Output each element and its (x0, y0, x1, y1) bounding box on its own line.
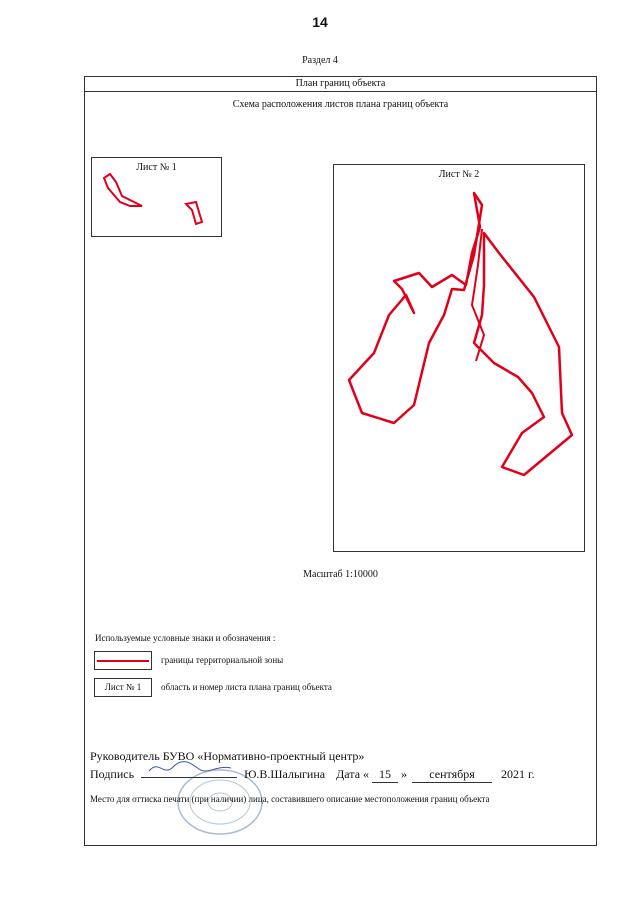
sheet-2-shape-main (349, 193, 482, 423)
plan-frame (84, 76, 597, 846)
plan-title: План границ объекта (85, 77, 596, 92)
signature-field (141, 765, 237, 778)
legend-boundary-symbol (94, 651, 152, 670)
section-title: Раздел 4 (302, 55, 338, 66)
date-label: Дата « (336, 767, 370, 781)
sheet-2-shape-east (474, 233, 572, 475)
handwritten-signature-icon (141, 759, 237, 777)
legend-title: Используемые условные знаки и обозначения : (95, 633, 276, 643)
sheet-1-box (91, 157, 222, 237)
sheet-2-label: Лист № 2 (438, 169, 480, 180)
red-boundary-line-icon (97, 660, 149, 662)
date-day: 15 (372, 767, 398, 783)
signer-name: Ю.В.Шалыгина (244, 767, 326, 781)
page-number: 14 (312, 14, 328, 30)
date-year: 2021 г. (501, 767, 535, 781)
scale-label: Масштаб 1:10000 (303, 569, 378, 580)
date-mid: » (401, 767, 408, 781)
sheet-1-label: Лист № 1 (136, 162, 177, 173)
sign-label: Подпись (90, 767, 135, 781)
stamp-note: Место для оттиска печати (при наличии) лица, составившего описание местоположения границ объекта (90, 794, 490, 804)
scheme-title: Схема расположения листов плана границ объекта (232, 99, 449, 110)
date-month: сентября (412, 767, 492, 783)
signature-head-line: Руководитель БУВО «Нормативно-проектный центр» (90, 749, 365, 763)
sheet-1-shape-b (186, 202, 202, 224)
sheet-2-boundary-shapes (334, 165, 586, 553)
legend-boundary-text: границы территориальной зоны (161, 655, 284, 665)
signature-line (90, 765, 535, 783)
legend-sheet-text: область и номер листа плана границ объекта (161, 682, 332, 692)
sheet-1-shape-a (104, 174, 142, 206)
legend-sheet-symbol: Лист № 1 (94, 678, 152, 697)
sheet-1-boundary-shapes (92, 158, 223, 238)
sheet-2-box (333, 164, 585, 552)
